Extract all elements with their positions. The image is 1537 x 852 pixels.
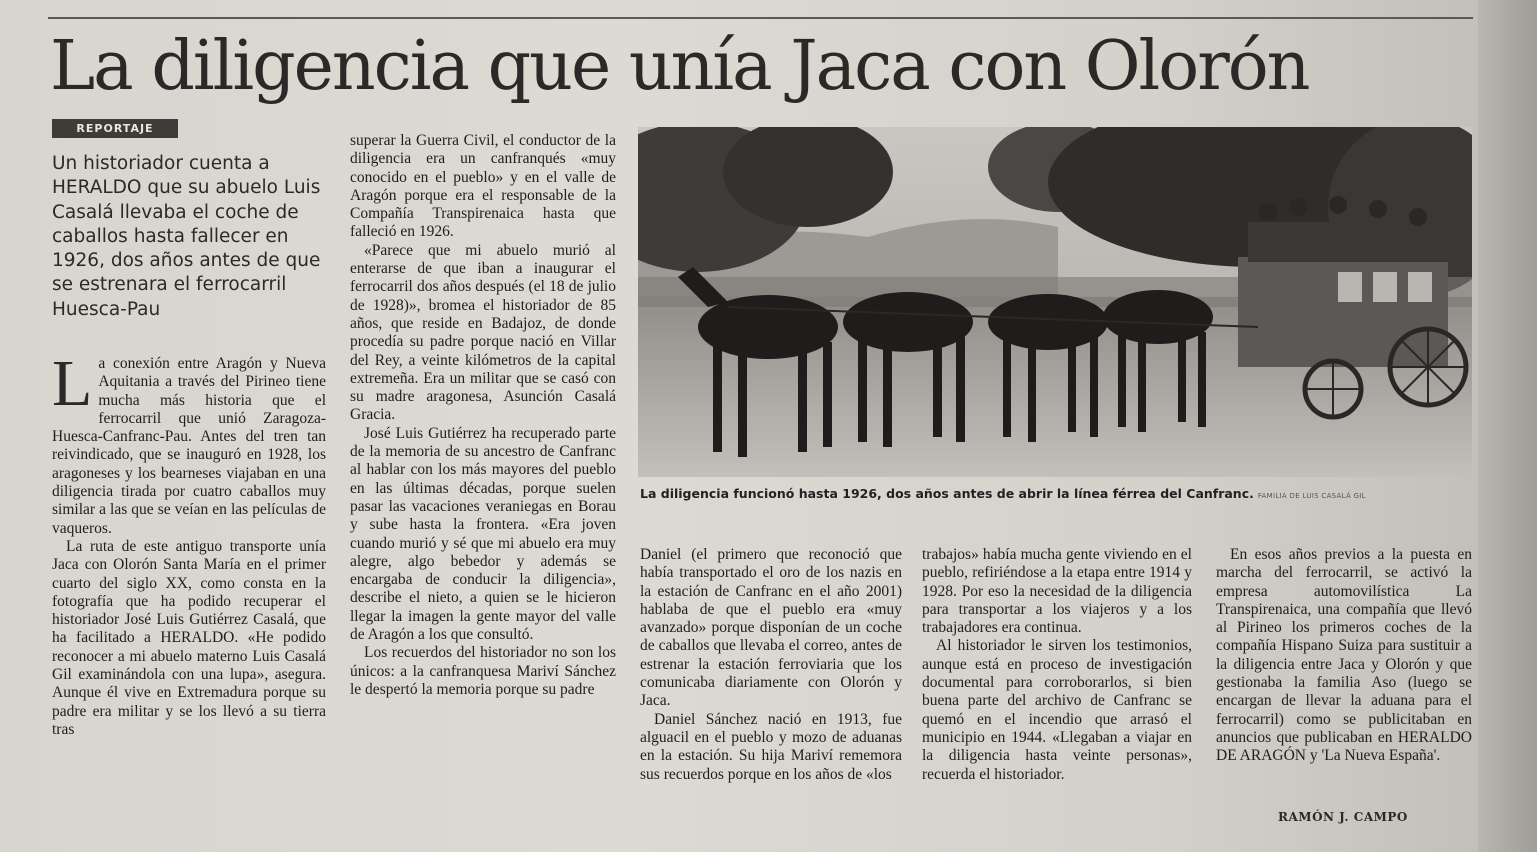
photo-caption (640, 486, 1475, 501)
byline: RAMÓN J. CAMPO (1278, 810, 1408, 824)
headline: La diligencia que unía Jaca con Olorón (50, 27, 1309, 106)
article-column-3 (640, 546, 902, 784)
column-2-paragraph-4: Los recuerdos del historiador no son los únicos: a la canfranquesa Mariví Sánchez le despertó la memoria porque su padre (350, 644, 616, 698)
photo-caption-text: La diligencia funcionó hasta 1926, dos años antes de abrir la línea férrea del Canfranc. (640, 486, 1254, 501)
stagecoach-photo-drawing (638, 127, 1472, 477)
article-column-1 (52, 347, 326, 739)
article-column-2 (350, 132, 616, 699)
stagecoach-photo (638, 127, 1472, 477)
column-4-paragraph-2: Al historiador le sirven los testimonios, aunque está en proceso de investigación documental para corroborarlos, si bien buena parte del archivo de Canfranc se quemó en el incendio que arrasó el municipio en 1944. «Llegaban a viajar en la diligencia hasta veinte personas», recuerda el historiador. (922, 637, 1192, 783)
column-2-paragraph-2: «Parece que mi abuelo murió al enterarse de que iban a inaugurar el ferrocarril dos años después (el 18 de julio de 1928)», bromea el historiador de 85 años, que reside en Badajoz, de donde procedía su padre porque nació en Villar del Rey, a veinte kilómetros de la capital extremeña. Era un militar que se casó con su madre aragonesa, Asunción Casalá Gracia. (350, 241, 616, 424)
column-1-paragraph-2: La ruta de este antiguo transporte unía Jaca con Olorón Santa María en el primer cuarto del siglo XX, como consta en la fotografía que ha podido recuperar el historiador José Luis Gutiérrez Casalá, que ha facilitado a HERALDO. «He podido reconocer a mi abuelo materno Luis Casalá Gil examinándola con una lupa», asegura. Aunque él vive en Extremadura porque su padre era militar y se los llevó a su tierra tras (52, 537, 326, 738)
article-column-5 (1216, 546, 1472, 766)
column-1-paragraph-1-text: a conexión entre Aragón y Nueva Aquitania a través del Pirineo tiene mucha más historia que el ferrocarril que unió Zaragoza-Huesca-Canfranc-Pau. Antes del tren tan reivindicado, que se inauguró en 1928, los aragoneses y los bearneses viajaban en una diligencia tirada por cuatro caballos muy similar a las que se veían en las películas de vaqueros. (52, 355, 326, 537)
article-column-4 (922, 546, 1192, 784)
section-tag: REPORTAJE (52, 119, 178, 138)
column-2-paragraph-1: superar la Guerra Civil, el conductor de la diligencia era un canfranqués «muy conocido en el pueblo» y en el valle de Aragón porque era el responsable de la Compañía Transpirenaica hasta que falleció en 1926. (350, 132, 616, 241)
column-4-paragraph-1: trabajos» había mucha gente viviendo en el pueblo, refiriéndose a la etapa entre 1914 y 1928. Por eso la necesidad de la diligencia para transportar a los viajeros y a los trabajadores era continua. (922, 546, 1192, 637)
subhead: Un historiador cuenta a HERALDO que su abuelo Luis Casalá llevaba el coche de caballos hasta fallecer en 1926, dos años antes de que se estrenara el ferrocarril Huesca-Pau (52, 153, 321, 320)
top-rule (48, 17, 1473, 19)
photo-credit: FAMILIA DE LUIS CASALÁ GIL (1257, 492, 1366, 500)
column-5-paragraph-1: En esos años previos a la puesta en marcha del ferrocarril, se activó la empresa automovilística La Transpirenaica, una compañía que llevó al Pirineo los primeros coches de la compañía Hispano Suiza para sustituir a la diligencia entre Jaca y Olorón y que gestionaba la familia Aso (luego se encargan de llevar la aduana para el ferrocarril) como se publicitaban en anuncios que publicaban en HERALDO DE ARAGÓN y 'La Nueva España'. (1216, 546, 1472, 765)
column-1-paragraph-1 (52, 347, 326, 538)
column-2-paragraph-3: José Luis Gutiérrez ha recuperado parte de la memoria de su ancestro de Canfranc al hablar con los más mayores del pueblo en las últimas décadas, porque suelen pasar las vacaciones veraniegas en Borau y sube hasta la frontera. «Era joven cuando murió y sé que mi abuelo era muy alegre, algo bebedor y además se encargaba de conducir la diligencia», describe el nieto, a quien se le hicieron llegar la imagen la gente mayor del valle de Aragón a los que consultó. (350, 424, 616, 644)
column-3-paragraph-2: Daniel Sánchez nació en 1913, fue alguacil en el pueblo y mozo de aduanas en la estación. Su hija Mariví rememora sus recuerdos porque en los años de «los (640, 710, 902, 783)
column-3-paragraph-1: Daniel (el primero que reconoció que había transportado el oro de los nazis en la estación de Canfranc en el año 2001) hablaba de que el pueblo era «muy avanzado» porque disponían de un coche de caballos que llevaba el correo, antes de estrenar la estación ferroviaria que los comunicaba diariamente con Olorón y Jaca. (640, 546, 902, 710)
drop-cap: L (52, 347, 93, 420)
page-edge-shadow (1478, 0, 1537, 852)
